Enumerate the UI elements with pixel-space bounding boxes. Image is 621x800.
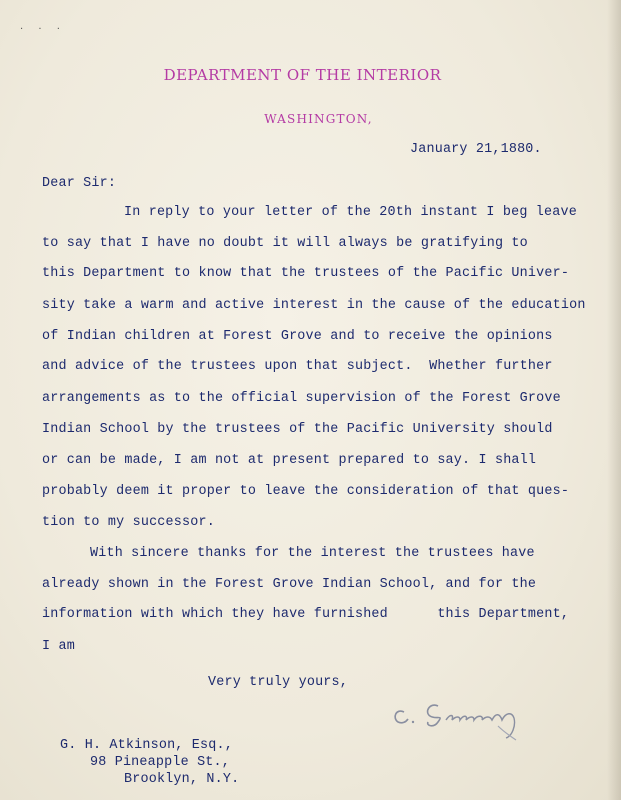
body-line: of Indian children at Forest Grove and to receive the opinions <box>42 329 553 344</box>
body-line: probably deem it proper to leave the consideration of that ques- <box>42 484 570 499</box>
letterhead-city: WASHINGTON, <box>264 112 373 126</box>
body-line: to say that I have no doubt it will always be gratifying to <box>42 236 528 251</box>
addressee-name: G. H. Atkinson, Esq., <box>60 738 233 753</box>
body-line: or can be made, I am not at present prepared to say. I shall <box>42 453 537 468</box>
body-line: already shown in the Forest Grove Indian School, and for the <box>42 577 537 592</box>
page-edge-shadow <box>607 0 621 800</box>
body-line: this Department to know that the trustees of the Pacific Univer- <box>42 266 570 281</box>
letter-date: January 21,1880. <box>410 142 542 157</box>
corner-marks: · · · <box>20 24 66 35</box>
addressee-street: 98 Pineapple St., <box>90 755 231 770</box>
letterhead-department: DEPARTMENT OF THE INTERIOR <box>163 66 442 84</box>
body-line: Indian School by the trustees of the Pacific University should <box>42 422 553 437</box>
body-line: sity take a warm and active interest in the cause of the education <box>42 298 586 313</box>
closing: Very truly yours, <box>208 675 349 690</box>
body-line: With sincere thanks for the interest the trustees have <box>90 546 535 561</box>
body-line: information with which they have furnished this Department, <box>42 607 570 622</box>
body-line: I am <box>42 639 75 654</box>
signature <box>386 682 546 742</box>
addressee-city: Brooklyn, N.Y. <box>124 772 240 787</box>
body-line: and advice of the trustees upon that subject. Whether further <box>42 359 553 374</box>
body-line: tion to my successor. <box>42 515 215 530</box>
salutation: Dear Sir: <box>42 176 117 191</box>
body-line: arrangements as to the official supervision of the Forest Grove <box>42 391 561 406</box>
body-line: In reply to your letter of the 20th instant I beg leave <box>124 205 577 220</box>
